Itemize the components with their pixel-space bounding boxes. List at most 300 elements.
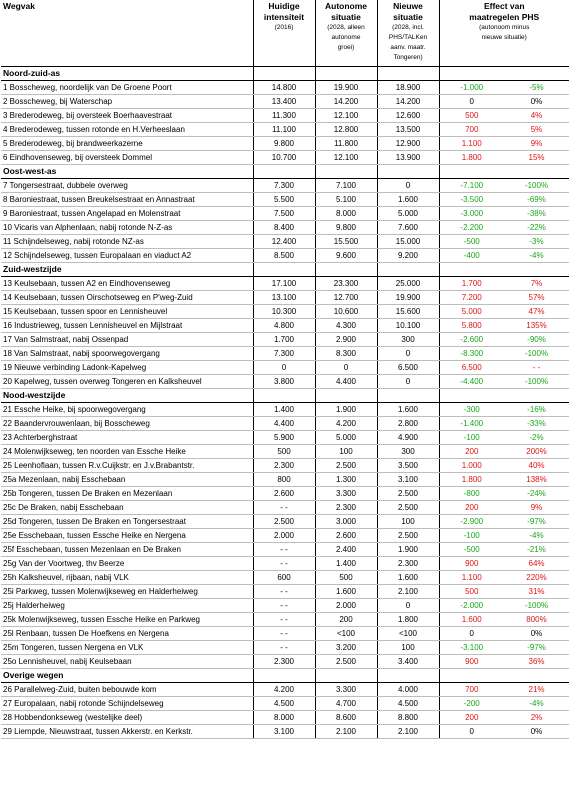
autonomous-intensity: 4.700 — [315, 697, 377, 711]
new-intensity: 2.800 — [377, 417, 439, 431]
header-huidige-sub: (2016) — [253, 23, 315, 67]
table-row — [1, 151, 569, 165]
road-segment: 11 Schijndelseweg, nabij rotonde NZ-as — [1, 235, 253, 249]
new-intensity: 7.600 — [377, 221, 439, 235]
new-intensity: 300 — [377, 445, 439, 459]
section-empty-cell — [377, 389, 439, 403]
road-segment: 1 Bosscheweg, noordelijk van De Groene Poort — [1, 81, 253, 95]
effect-absolute: -100 — [439, 529, 504, 543]
new-intensity: 2.100 — [377, 585, 439, 599]
effect-percent: -2% — [504, 431, 569, 445]
effect-absolute: -400 — [439, 249, 504, 263]
header-nieuwe-sub: (2028, incl. PHS/TALKen aanv. maatr. Tongeren) — [377, 23, 439, 67]
current-intensity: 10.300 — [253, 305, 315, 319]
current-intensity: 2.300 — [253, 459, 315, 473]
section-empty-cell — [377, 165, 439, 179]
road-segment: 18 Van Salmstraat, nabij spoorwegovergang — [1, 347, 253, 361]
effect-percent: -24% — [504, 487, 569, 501]
autonomous-intensity: 5.100 — [315, 193, 377, 207]
current-intensity: 800 — [253, 473, 315, 487]
section-empty-cell — [315, 165, 377, 179]
new-intensity: 5.000 — [377, 207, 439, 221]
autonomous-intensity: 12.700 — [315, 291, 377, 305]
current-intensity: 11.300 — [253, 109, 315, 123]
table-row — [1, 487, 569, 501]
new-intensity: 3.100 — [377, 473, 439, 487]
table-row — [1, 627, 569, 641]
effect-percent: -38% — [504, 207, 569, 221]
table-row — [1, 305, 569, 319]
section-empty-cell — [504, 669, 569, 683]
road-segment: 25g Van der Voortweg, thv Beerze — [1, 557, 253, 571]
new-intensity: 8.800 — [377, 711, 439, 725]
effect-percent: - - — [504, 361, 569, 375]
new-intensity: 6.500 — [377, 361, 439, 375]
road-segment: 13 Keulsebaan, tussen A2 en Eindhovenseweg — [1, 277, 253, 291]
table-row — [1, 137, 569, 151]
effect-percent: 5% — [504, 123, 569, 137]
table-row — [1, 697, 569, 711]
new-intensity: 300 — [377, 333, 439, 347]
section-header — [1, 165, 569, 179]
effect-percent: 36% — [504, 655, 569, 669]
new-intensity: 1.600 — [377, 193, 439, 207]
header-nieuwe: Nieuwe situatie — [377, 0, 439, 23]
current-intensity: 12.400 — [253, 235, 315, 249]
effect-percent: -97% — [504, 515, 569, 529]
effect-absolute: 900 — [439, 655, 504, 669]
section-title: Oost-west-as — [1, 165, 253, 179]
autonomous-intensity: 4.300 — [315, 319, 377, 333]
table-row — [1, 333, 569, 347]
effect-absolute: 500 — [439, 585, 504, 599]
current-intensity: 4.400 — [253, 417, 315, 431]
current-intensity: 5.500 — [253, 193, 315, 207]
new-intensity: 25.000 — [377, 277, 439, 291]
autonomous-intensity: 4.200 — [315, 417, 377, 431]
new-intensity: 1.800 — [377, 613, 439, 627]
table-row — [1, 585, 569, 599]
effect-absolute: 0 — [439, 627, 504, 641]
section-empty-cell — [439, 669, 504, 683]
section-header — [1, 263, 569, 277]
effect-absolute: 1.000 — [439, 459, 504, 473]
effect-percent: 2% — [504, 711, 569, 725]
road-segment: 25a Mezenlaan, nabij Esschebaan — [1, 473, 253, 487]
autonomous-intensity: 2.000 — [315, 599, 377, 613]
autonomous-intensity: 11.800 — [315, 137, 377, 151]
autonomous-intensity: 23.300 — [315, 277, 377, 291]
new-intensity: 13.900 — [377, 151, 439, 165]
current-intensity: - - — [253, 543, 315, 557]
new-intensity: 4.900 — [377, 431, 439, 445]
new-intensity: 0 — [377, 179, 439, 193]
effect-absolute: 0 — [439, 725, 504, 739]
current-intensity: 4.500 — [253, 697, 315, 711]
table-header — [1, 0, 569, 67]
header-autonome: Autonome situatie — [315, 0, 377, 23]
new-intensity: 0 — [377, 347, 439, 361]
table-row — [1, 683, 569, 697]
table-row — [1, 445, 569, 459]
current-intensity: - - — [253, 501, 315, 515]
current-intensity: 9.800 — [253, 137, 315, 151]
road-segment: 25f Esschebaan, tussen Mezenlaan en De Braken — [1, 543, 253, 557]
current-intensity: 5.900 — [253, 431, 315, 445]
new-intensity: 13.500 — [377, 123, 439, 137]
section-empty-cell — [253, 165, 315, 179]
new-intensity: <100 — [377, 627, 439, 641]
effect-percent: 40% — [504, 459, 569, 473]
road-segment: 25c De Braken, nabij Esschebaan — [1, 501, 253, 515]
effect-percent: -22% — [504, 221, 569, 235]
section-empty-cell — [377, 67, 439, 81]
current-intensity: 0 — [253, 361, 315, 375]
road-segment: 25h Kalksheuvel, rijbaan, nabij VLK — [1, 571, 253, 585]
table-row — [1, 529, 569, 543]
section-empty-cell — [315, 389, 377, 403]
effect-percent: -100% — [504, 375, 569, 389]
effect-percent: -4% — [504, 697, 569, 711]
header-effect-sub: (autonoom minus nieuwe situatie) — [439, 23, 569, 67]
autonomous-intensity: 9.800 — [315, 221, 377, 235]
section-header — [1, 669, 569, 683]
effect-percent: 21% — [504, 683, 569, 697]
autonomous-intensity: 200 — [315, 613, 377, 627]
new-intensity: 0 — [377, 599, 439, 613]
effect-percent: 57% — [504, 291, 569, 305]
autonomous-intensity: 9.600 — [315, 249, 377, 263]
road-segment: 16 Industrieweg, tussen Lennisheuvel en Mijlstraat — [1, 319, 253, 333]
current-intensity: 3.800 — [253, 375, 315, 389]
effect-percent: -3% — [504, 235, 569, 249]
effect-percent: 138% — [504, 473, 569, 487]
autonomous-intensity: 1.900 — [315, 403, 377, 417]
autonomous-intensity: 12.100 — [315, 151, 377, 165]
header-autonome-sub: (2028, alleen autonome groei) — [315, 23, 377, 67]
section-empty-cell — [253, 263, 315, 277]
road-segment: 25e Esschebaan, tussen Essche Heike en Nergena — [1, 529, 253, 543]
table-row — [1, 417, 569, 431]
current-intensity: 13.400 — [253, 95, 315, 109]
table-row — [1, 221, 569, 235]
effect-percent: -4% — [504, 529, 569, 543]
new-intensity: 9.200 — [377, 249, 439, 263]
table-row — [1, 249, 569, 263]
effect-percent: -100% — [504, 347, 569, 361]
effect-absolute: 200 — [439, 711, 504, 725]
autonomous-intensity: 10.600 — [315, 305, 377, 319]
effect-absolute: -1.000 — [439, 81, 504, 95]
autonomous-intensity: 3.300 — [315, 487, 377, 501]
effect-percent: -5% — [504, 81, 569, 95]
road-segment: 25k Molenwijkseweg, tussen Essche Heike en Parkweg — [1, 613, 253, 627]
road-segment: 25o Lennisheuvel, nabij Keulsebaan — [1, 655, 253, 669]
current-intensity: 10.700 — [253, 151, 315, 165]
effect-absolute: 5.800 — [439, 319, 504, 333]
current-intensity: 13.100 — [253, 291, 315, 305]
effect-absolute: -800 — [439, 487, 504, 501]
road-segment: 25m Tongeren, tussen Nergena en VLK — [1, 641, 253, 655]
current-intensity: 4.800 — [253, 319, 315, 333]
road-segment: 25 Leenhoflaan, tussen R.v.Cuijkstr. en J.v.Brabantstr. — [1, 459, 253, 473]
new-intensity: 12.600 — [377, 109, 439, 123]
autonomous-intensity: 4.400 — [315, 375, 377, 389]
road-segment: 21 Essche Heike, bij spoorwegovergang — [1, 403, 253, 417]
effect-absolute: -2.000 — [439, 599, 504, 613]
current-intensity: 4.200 — [253, 683, 315, 697]
table-row — [1, 501, 569, 515]
autonomous-intensity: 2.300 — [315, 501, 377, 515]
effect-absolute: 700 — [439, 123, 504, 137]
new-intensity: 2.500 — [377, 529, 439, 543]
road-segment: 28 Hobbendonkseweg (westelijke deel) — [1, 711, 253, 725]
effect-absolute: -500 — [439, 543, 504, 557]
effect-absolute: 200 — [439, 501, 504, 515]
autonomous-intensity: 3.200 — [315, 641, 377, 655]
table-row — [1, 123, 569, 137]
table-row — [1, 515, 569, 529]
current-intensity: 8.500 — [253, 249, 315, 263]
road-segment: 27 Europalaan, nabij rotonde Schijndelseweg — [1, 697, 253, 711]
effect-absolute: 1.100 — [439, 137, 504, 151]
road-segment: 14 Keulsebaan, tussen Oirschotseweg en P'weg-Zuid — [1, 291, 253, 305]
new-intensity: 10.100 — [377, 319, 439, 333]
effect-percent: -16% — [504, 403, 569, 417]
effect-percent: -21% — [504, 543, 569, 557]
effect-absolute: 1.700 — [439, 277, 504, 291]
new-intensity: 1.600 — [377, 403, 439, 417]
effect-percent: -100% — [504, 599, 569, 613]
road-segment: 19 Nieuwe verbinding Ladonk-Kapelweg — [1, 361, 253, 375]
current-intensity: - - — [253, 585, 315, 599]
autonomous-intensity: 12.100 — [315, 109, 377, 123]
effect-percent: 0% — [504, 627, 569, 641]
section-empty-cell — [439, 263, 504, 277]
autonomous-intensity: 2.600 — [315, 529, 377, 543]
current-intensity: 2.300 — [253, 655, 315, 669]
effect-absolute: -8.300 — [439, 347, 504, 361]
table-row — [1, 95, 569, 109]
road-segment: 3 Brederodeweg, bij oversteek Boerhaavestraat — [1, 109, 253, 123]
table-row — [1, 473, 569, 487]
effect-absolute: -3.500 — [439, 193, 504, 207]
autonomous-intensity: 1.300 — [315, 473, 377, 487]
road-segment: 5 Brederodeweg, bij brandweerkazerne — [1, 137, 253, 151]
current-intensity: 600 — [253, 571, 315, 585]
new-intensity: 14.200 — [377, 95, 439, 109]
table-row — [1, 277, 569, 291]
new-intensity: 4.500 — [377, 697, 439, 711]
current-intensity: 7.500 — [253, 207, 315, 221]
autonomous-intensity: 12.800 — [315, 123, 377, 137]
road-segment: 9 Baroniestraat, tussen Angelapad en Molenstraat — [1, 207, 253, 221]
table-row — [1, 543, 569, 557]
new-intensity: 15.600 — [377, 305, 439, 319]
effect-percent: -4% — [504, 249, 569, 263]
new-intensity: 0 — [377, 375, 439, 389]
effect-percent: -69% — [504, 193, 569, 207]
effect-absolute: 1.100 — [439, 571, 504, 585]
effect-percent: 47% — [504, 305, 569, 319]
section-title: Noord-zuid-as — [1, 67, 253, 81]
section-empty-cell — [504, 67, 569, 81]
table-row — [1, 361, 569, 375]
autonomous-intensity: 100 — [315, 445, 377, 459]
road-segment: 25b Tongeren, tussen De Braken en Mezenlaan — [1, 487, 253, 501]
effect-absolute: -3.100 — [439, 641, 504, 655]
section-empty-cell — [504, 263, 569, 277]
new-intensity: 15.000 — [377, 235, 439, 249]
current-intensity: - - — [253, 627, 315, 641]
new-intensity: 100 — [377, 641, 439, 655]
effect-percent: 0% — [504, 95, 569, 109]
road-segment: 12 Schijndelseweg, tussen Europalaan en viaduct A2 — [1, 249, 253, 263]
section-empty-cell — [315, 669, 377, 683]
road-segment: 17 Van Salmstraat, nabij Ossenpad — [1, 333, 253, 347]
current-intensity: - - — [253, 557, 315, 571]
road-segment: 10 Vicaris van Alphenlaan, nabij rotonde N-Z-as — [1, 221, 253, 235]
effect-percent: 135% — [504, 319, 569, 333]
current-intensity: 17.100 — [253, 277, 315, 291]
section-header — [1, 67, 569, 81]
effect-absolute: -500 — [439, 235, 504, 249]
section-empty-cell — [377, 263, 439, 277]
effect-absolute: 500 — [439, 109, 504, 123]
autonomous-intensity: 7.100 — [315, 179, 377, 193]
autonomous-intensity: 14.200 — [315, 95, 377, 109]
effect-percent: 200% — [504, 445, 569, 459]
autonomous-intensity: 2.100 — [315, 725, 377, 739]
new-intensity: 2.100 — [377, 725, 439, 739]
section-empty-cell — [253, 67, 315, 81]
table-row — [1, 431, 569, 445]
header-huidige: Huidige intensiteit — [253, 0, 315, 23]
autonomous-intensity: <100 — [315, 627, 377, 641]
new-intensity: 4.000 — [377, 683, 439, 697]
road-segment: 7 Tongersestraat, dubbele overweg — [1, 179, 253, 193]
effect-percent: -90% — [504, 333, 569, 347]
new-intensity: 2.300 — [377, 557, 439, 571]
new-intensity: 19.900 — [377, 291, 439, 305]
current-intensity: 2.000 — [253, 529, 315, 543]
autonomous-intensity: 1.400 — [315, 557, 377, 571]
effect-percent: -33% — [504, 417, 569, 431]
current-intensity: - - — [253, 599, 315, 613]
effect-absolute: -100 — [439, 431, 504, 445]
table-row — [1, 235, 569, 249]
table-row — [1, 179, 569, 193]
effect-absolute: -3.000 — [439, 207, 504, 221]
table-row — [1, 375, 569, 389]
effect-percent: 7% — [504, 277, 569, 291]
road-segment: 23 Achterberghstraat — [1, 431, 253, 445]
effect-absolute: 700 — [439, 683, 504, 697]
effect-absolute: -2.900 — [439, 515, 504, 529]
section-header — [1, 389, 569, 403]
table-row — [1, 81, 569, 95]
section-empty-cell — [253, 669, 315, 683]
effect-percent: 0% — [504, 725, 569, 739]
road-segment: 25d Tongeren, tussen De Braken en Tongersestraat — [1, 515, 253, 529]
section-empty-cell — [504, 165, 569, 179]
section-title: Zuid-westzijde — [1, 263, 253, 277]
effect-percent: -97% — [504, 641, 569, 655]
road-segment: 8 Baroniestraat, tussen Breukelsestraat en Annastraat — [1, 193, 253, 207]
new-intensity: 2.500 — [377, 487, 439, 501]
section-empty-cell — [439, 389, 504, 403]
autonomous-intensity: 2.900 — [315, 333, 377, 347]
table-row — [1, 109, 569, 123]
traffic-intensity-table — [1, 0, 569, 739]
effect-absolute: -200 — [439, 697, 504, 711]
road-segment: 6 Eindhovenseweg, bij oversteek Dommel — [1, 151, 253, 165]
new-intensity: 1.600 — [377, 571, 439, 585]
effect-absolute: 6.500 — [439, 361, 504, 375]
section-empty-cell — [315, 263, 377, 277]
effect-absolute: 1.600 — [439, 613, 504, 627]
table-row — [1, 613, 569, 627]
autonomous-intensity: 2.500 — [315, 459, 377, 473]
autonomous-intensity: 8.300 — [315, 347, 377, 361]
current-intensity: 1.400 — [253, 403, 315, 417]
autonomous-intensity: 0 — [315, 361, 377, 375]
effect-percent: 9% — [504, 137, 569, 151]
effect-absolute: 900 — [439, 557, 504, 571]
current-intensity: 14.800 — [253, 81, 315, 95]
effect-percent: 64% — [504, 557, 569, 571]
table-row — [1, 347, 569, 361]
table-row — [1, 403, 569, 417]
autonomous-intensity: 3.300 — [315, 683, 377, 697]
autonomous-intensity: 8.600 — [315, 711, 377, 725]
section-title: Nood-westzijde — [1, 389, 253, 403]
new-intensity: 18.900 — [377, 81, 439, 95]
table-row — [1, 193, 569, 207]
table-row — [1, 725, 569, 739]
section-empty-cell — [253, 389, 315, 403]
new-intensity: 12.900 — [377, 137, 439, 151]
current-intensity: 7.300 — [253, 347, 315, 361]
current-intensity: 1.700 — [253, 333, 315, 347]
autonomous-intensity: 5.000 — [315, 431, 377, 445]
table-row — [1, 571, 569, 585]
table-row — [1, 207, 569, 221]
header-effect: Effect van maatregelen PHS — [439, 0, 569, 23]
autonomous-intensity: 19.900 — [315, 81, 377, 95]
current-intensity: 8.400 — [253, 221, 315, 235]
road-segment: 24 Molenwijkseweg, ten noorden van Essche Heike — [1, 445, 253, 459]
autonomous-intensity: 15.500 — [315, 235, 377, 249]
effect-absolute: -1.400 — [439, 417, 504, 431]
section-empty-cell — [504, 389, 569, 403]
effect-absolute: 5.000 — [439, 305, 504, 319]
road-segment: 22 Baandervrouwenlaan, bij Bosscheweg — [1, 417, 253, 431]
effect-absolute: 1.800 — [439, 473, 504, 487]
autonomous-intensity: 2.500 — [315, 655, 377, 669]
new-intensity: 3.400 — [377, 655, 439, 669]
table-row — [1, 319, 569, 333]
effect-percent: 31% — [504, 585, 569, 599]
table-row — [1, 459, 569, 473]
effect-absolute: 200 — [439, 445, 504, 459]
table-row — [1, 599, 569, 613]
table-row — [1, 711, 569, 725]
autonomous-intensity: 1.600 — [315, 585, 377, 599]
effect-percent: 220% — [504, 571, 569, 585]
table-row — [1, 291, 569, 305]
effect-absolute: 7.200 — [439, 291, 504, 305]
